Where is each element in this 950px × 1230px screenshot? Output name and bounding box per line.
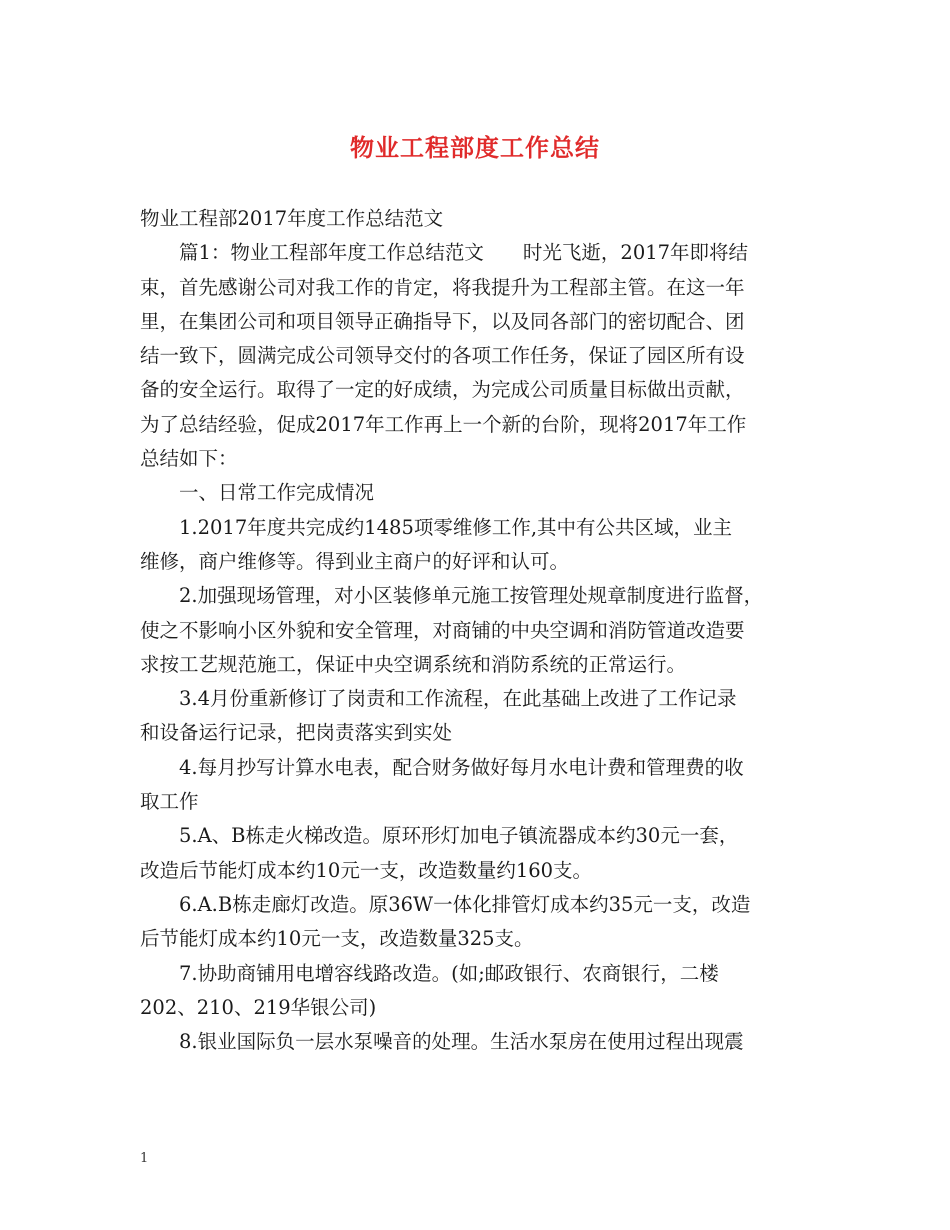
document-body [140, 202, 820, 1059]
body-line: 6.A.B栋走廊灯改造。原36W一体化排管灯成本约35元一支，改造 [140, 892, 751, 916]
body-line: 求按工艺规范施工，保证中央空调系统和消防系统的正常运行。 [140, 652, 687, 676]
body-line: 后节能灯成本约10元一支，改造数量325支。 [140, 927, 534, 951]
body-line: 202、210、219华银公司) [140, 995, 377, 1019]
body-line: 物业工程部2017年度工作总结范文 [140, 207, 444, 230]
body-line: 束，首先感谢公司对我工作的肯定，将我提升为工程部主管。在这一年 [140, 275, 745, 299]
body-line: 结一致下，圆满完成公司领导交付的各项工作任务，保证了园区所有设 [140, 344, 745, 368]
body-line: 2.加强现场管理，对小区装修单元施工按管理处规章制度进行监督， [140, 584, 764, 608]
body-line: 备的安全运行。取得了一定的好成绩，为完成公司质量目标做出贡献， [140, 378, 745, 402]
body-line: 里，在集团公司和项目领导正确指导下，以及同各部门的密切配合、团 [140, 309, 745, 333]
body-line: 1.2017年度共完成约1485项零维修工作,其中有公共区域，业主 [140, 515, 733, 539]
body-line: 为了总结经验，促成2017年工作再上一个新的台阶，现将2017年工作 [140, 412, 747, 436]
body-line: 3.4月份重新修订了岗责和工作流程，在此基础上改进了工作记录 [140, 687, 737, 711]
body-line: 使之不影响小区外貌和安全管理，对商铺的中央空调和消防管道改造要 [140, 618, 745, 642]
body-line: 4.每月抄写计算水电表，配合财务做好每月水电计费和管理费的收 [140, 755, 744, 779]
body-line: 和设备运行记录，把岗责落实到实处 [140, 721, 453, 745]
body-line: 总结如下： [140, 447, 238, 471]
body-line: 5.A、B栋走火梯改造。原环形灯加电子镇流器成本约30元一套， [140, 824, 739, 848]
body-line: 7.协助商铺用电增容线路改造。(如;邮政银行、农商银行，二楼 [140, 961, 719, 985]
body-line: 维修，商户维修等。得到业主商户的好评和认可。 [140, 549, 570, 573]
document-title: 物业工程部度工作总结 [350, 133, 600, 162]
body-line: 篇1：物业工程部年度工作总结范文 时光飞逝，2017年即将结 [140, 241, 749, 265]
body-line: 取工作 [140, 790, 199, 814]
section-heading: 一、日常工作完成情况 [140, 481, 375, 505]
body-line: 改造后节能灯成本约10元一支，改造数量约160支。 [140, 858, 593, 882]
page-number: 1 [140, 1151, 149, 1166]
body-line: 8.银业国际负一层水泵噪音的处理。生活水泵房在使用过程出现震 [140, 1030, 744, 1054]
